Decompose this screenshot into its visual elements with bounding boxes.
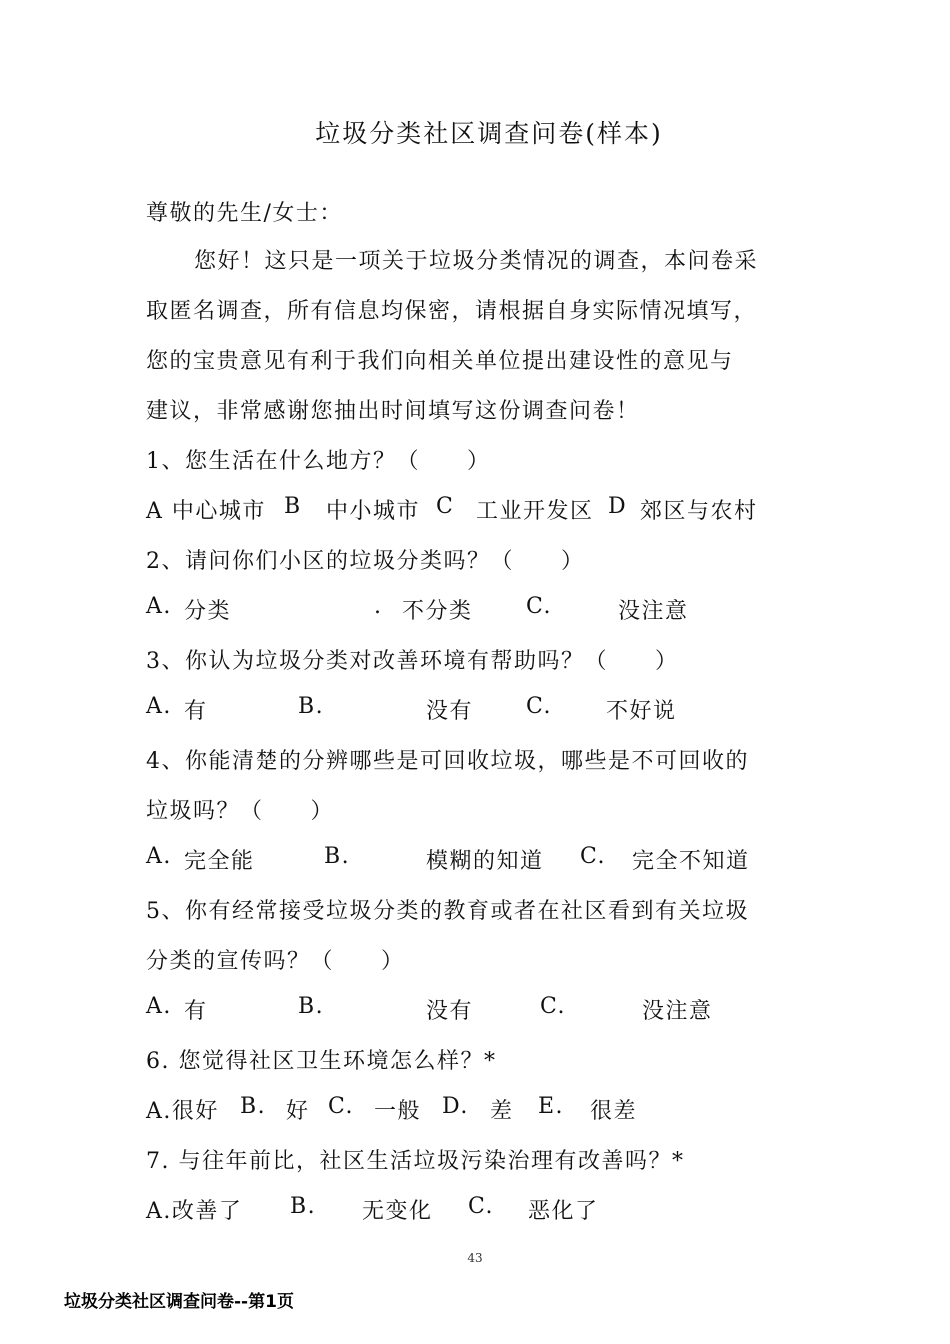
option: 完全能 — [184, 849, 255, 874]
option: B. — [298, 694, 325, 719]
option: 无变化 — [362, 1199, 433, 1224]
option: C. — [540, 994, 567, 1019]
intro-line: 您的宝贵意见有利于我们向相关单位提出建设性的意见与 — [146, 349, 734, 374]
option: B. — [290, 1194, 317, 1219]
question-5-cont: 分类的宣传吗？（ ） — [146, 949, 405, 974]
option: 差 — [490, 1099, 514, 1124]
option: 没有 — [426, 999, 474, 1024]
option: 没注意 — [618, 599, 689, 624]
option: C. — [580, 844, 607, 869]
option: C. — [526, 594, 553, 619]
option: 没有 — [426, 699, 474, 724]
option: B. — [298, 994, 325, 1019]
question-6: 6. 您觉得社区卫生环境怎么样？* — [146, 1049, 497, 1074]
option: A. — [146, 994, 172, 1019]
option: C. — [328, 1094, 355, 1119]
option: 很差 — [590, 1099, 638, 1124]
option: C. — [526, 694, 553, 719]
option: D — [608, 494, 628, 519]
option: 郊区与农村 — [640, 499, 758, 524]
document-title: 垃圾分类社区调查问卷(样本) — [315, 119, 663, 148]
option: 分类 — [184, 599, 232, 624]
page-number: 43 — [467, 1251, 483, 1265]
question-2: 2、请问你们小区的垃圾分类吗？（ ） — [146, 549, 585, 574]
question-3: 3、你认为垃圾分类对改善环境有帮助吗？（ ） — [146, 649, 679, 674]
option: . — [374, 594, 383, 619]
intro-line: 取匿名调查，所有信息均保密，请根据自身实际情况填写， — [146, 299, 758, 324]
option: B. — [240, 1094, 267, 1119]
option: E. — [538, 1094, 565, 1119]
option: A. — [146, 694, 172, 719]
option: 一般 — [374, 1099, 422, 1124]
option: A 中心城市 — [146, 499, 266, 524]
question-4: 4、你能清楚的分辨哪些是可回收垃圾，哪些是不可回收的 — [146, 749, 749, 774]
option: D. — [442, 1094, 469, 1119]
greeting: 尊敬的先生/女士： — [146, 201, 343, 226]
option: 有 — [184, 999, 208, 1024]
option: 有 — [184, 699, 208, 724]
option: C — [436, 494, 455, 519]
question-4-cont: 垃圾吗？（ ） — [146, 799, 335, 824]
option: 好 — [286, 1099, 310, 1124]
question-1: 1、您生活在什么地方？（ ） — [146, 449, 491, 474]
intro-line: 建议，非常感谢您抽出时间填写这份调查问卷！ — [146, 399, 640, 424]
option: B. — [324, 844, 351, 869]
option: A. — [146, 844, 172, 869]
option: A.改善了 — [146, 1199, 243, 1224]
page-footer: 垃圾分类社区调查问卷--第1页 — [64, 1292, 294, 1312]
question-7: 7. 与往年前比，社区生活垃圾污染治理有改善吗？* — [146, 1149, 685, 1174]
option: 模糊的知道 — [426, 849, 544, 874]
intro-line: 您好！这只是一项关于垃圾分类情况的调查，本问卷采 — [194, 249, 759, 274]
option: 没注意 — [642, 999, 713, 1024]
option: 恶化了 — [528, 1199, 599, 1224]
option: 不分类 — [402, 599, 473, 624]
option: 工业开发区 — [476, 499, 594, 524]
option: A.很好 — [146, 1099, 219, 1124]
option: C. — [468, 1194, 495, 1219]
option: A. — [146, 594, 172, 619]
option: 中小城市 — [326, 499, 421, 524]
option: 不好说 — [606, 699, 677, 724]
question-5: 5、你有经常接受垃圾分类的教育或者在社区看到有关垃圾 — [146, 899, 749, 924]
option: 完全不知道 — [632, 849, 750, 874]
option: B — [284, 494, 302, 519]
